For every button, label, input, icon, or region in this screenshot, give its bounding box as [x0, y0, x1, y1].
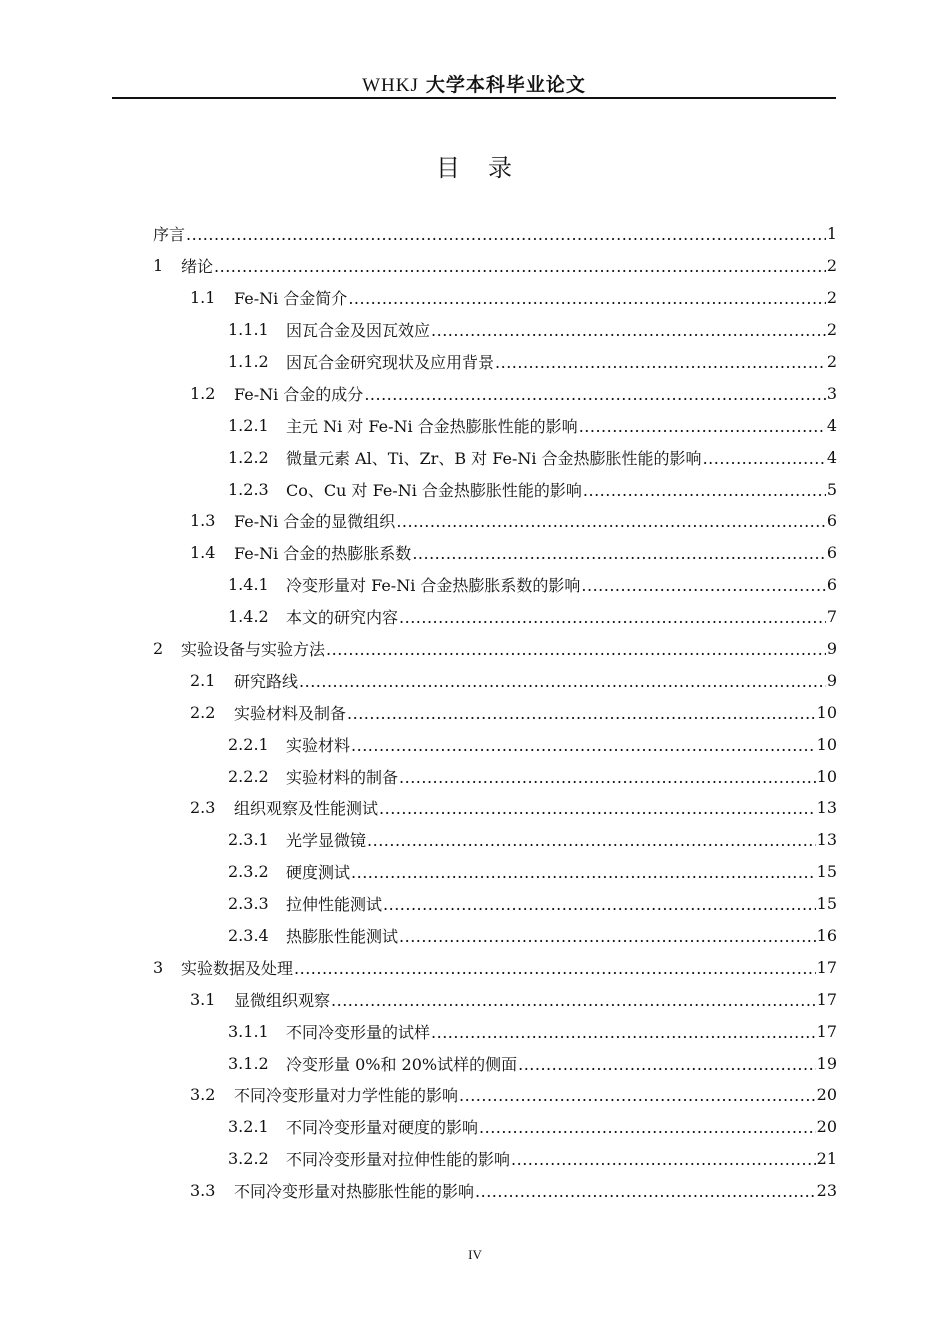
toc-entry-page: 13 — [816, 798, 837, 818]
toc-entry[interactable] — [150, 1079, 837, 1111]
toc-entry[interactable] — [150, 664, 837, 696]
toc-dot-leader — [518, 1055, 816, 1074]
toc-entry-number: 3.2.1 — [228, 1117, 269, 1137]
toc-entry-title: 冷变形量 0%和 20%试样的侧面 — [286, 1054, 518, 1074]
toc-dot-leader — [326, 640, 826, 659]
toc-entry-number: 3.2.2 — [228, 1149, 269, 1169]
toc-entry[interactable] — [150, 760, 837, 792]
toc-entry[interactable] — [150, 537, 837, 569]
toc-entry[interactable] — [150, 1175, 837, 1207]
toc-entry-title: Fe-Ni 合金简介 — [234, 289, 348, 309]
toc-entry-number: 2.3.1 — [228, 830, 269, 850]
toc-entry-page: 15 — [816, 862, 837, 882]
toc-entry-title: 显微组织观察 — [234, 990, 331, 1010]
toc-entry[interactable] — [150, 346, 837, 378]
toc-entry[interactable] — [150, 633, 837, 665]
toc-entry[interactable] — [150, 1143, 837, 1175]
toc-entry-page: 16 — [816, 926, 837, 946]
toc-entry[interactable] — [150, 250, 837, 282]
toc-entry[interactable] — [150, 920, 837, 952]
toc-dot-leader — [399, 768, 816, 787]
toc-entry-number: 2 — [153, 639, 164, 659]
toc-entry[interactable] — [150, 1047, 837, 1079]
toc-dot-leader — [364, 385, 826, 404]
toc-dot-leader — [583, 481, 826, 500]
toc-entry-title: 硬度测试 — [286, 863, 351, 883]
toc-entry-title: 光学显微镜 — [286, 831, 367, 851]
toc-dot-leader — [186, 225, 826, 244]
toc-entry-page: 10 — [816, 734, 837, 754]
toc-entry[interactable] — [150, 951, 837, 983]
toc-entry-title: 拉伸性能测试 — [286, 895, 383, 915]
toc-entry-page: 3 — [826, 383, 837, 403]
toc-entry-number: 3.1.1 — [228, 1021, 269, 1041]
toc-entry-page: 17 — [816, 989, 837, 1009]
toc-entry-title: 实验数据及处理 — [181, 958, 294, 978]
toc-dot-leader — [383, 895, 816, 914]
toc-entry-title: 不同冷变形量的试样 — [286, 1022, 431, 1042]
toc-entry-title: 实验材料 — [286, 735, 351, 755]
toc-entry-number: 1.2.1 — [228, 415, 269, 435]
toc-entry-page: 2 — [826, 288, 837, 308]
toc-dot-leader — [412, 544, 826, 563]
header-rule — [112, 97, 836, 99]
toc-entry[interactable] — [150, 601, 837, 633]
toc-entry-page: 6 — [826, 575, 837, 595]
toc-entry-title: 因瓦合金研究现状及应用背景 — [286, 353, 495, 372]
toc-dot-leader — [581, 576, 825, 595]
toc-dot-leader — [579, 417, 826, 436]
toc-dot-leader — [431, 321, 826, 340]
toc-entry-number: 2.2 — [190, 702, 216, 722]
toc-entry[interactable] — [150, 1111, 837, 1143]
toc-entry-number: 3 — [153, 957, 164, 977]
toc-entry-page: 4 — [826, 415, 837, 435]
toc-entry-page: 15 — [816, 894, 837, 914]
toc-dot-leader — [379, 799, 816, 818]
toc-dot-leader — [475, 1182, 816, 1201]
toc-dot-leader — [396, 512, 826, 531]
toc-dot-leader — [351, 736, 816, 755]
toc-entry-page: 10 — [816, 766, 837, 786]
toc-dot-leader — [399, 927, 816, 946]
toc-entry-page: 13 — [816, 830, 837, 850]
toc-entry-number: 2.3.2 — [228, 862, 269, 882]
toc-entry-page: 9 — [826, 670, 837, 690]
toc-entry-number: 1.1.2 — [228, 352, 269, 371]
toc-entry-number: 1.2 — [190, 383, 216, 403]
toc-entry-title: 不同冷变形量对硬度的影响 — [286, 1118, 479, 1138]
toc-entry-page: 9 — [826, 639, 837, 659]
toc-dot-leader — [703, 449, 826, 468]
toc-entry-page: 2 — [826, 352, 837, 371]
toc-entry-number: 2.2.1 — [228, 734, 269, 754]
toc-entry-page: 1 — [826, 224, 837, 244]
toc-dot-leader — [214, 257, 826, 276]
toc-entry-title: Co、Cu 对 Fe-Ni 合金热膨胀性能的影响 — [286, 480, 582, 500]
toc-entry-number: 3.1 — [190, 989, 216, 1009]
toc-entry-number: 1.1 — [190, 288, 216, 308]
toc-entry-page: 6 — [826, 511, 837, 531]
toc-entry-title: 实验材料的制备 — [286, 767, 399, 787]
toc-dot-leader — [399, 608, 826, 627]
toc-entry-number: 2.1 — [190, 670, 216, 690]
table-of-contents — [150, 218, 837, 1207]
toc-dot-leader — [367, 831, 816, 850]
toc-entry-title: 组织观察及性能测试 — [234, 799, 379, 819]
toc-entry[interactable] — [150, 314, 837, 346]
toc-entry-page: 21 — [816, 1149, 837, 1169]
toc-entry-number: 3.1.2 — [228, 1053, 269, 1073]
toc-dot-leader — [351, 863, 816, 882]
toc-entry-number: 1.4.2 — [228, 607, 269, 627]
toc-entry[interactable] — [150, 983, 837, 1015]
toc-entry-number: 1.2.2 — [228, 447, 269, 467]
toc-entry-page: 20 — [816, 1085, 837, 1105]
page-number: IV — [468, 1247, 482, 1262]
toc-entry-title: 实验材料及制备 — [234, 703, 347, 723]
toc-entry-number: 1.3 — [190, 511, 216, 531]
toc-entry-page: 2 — [826, 320, 837, 340]
toc-dot-leader — [431, 1023, 816, 1042]
toc-entry-title: 不同冷变形量对力学性能的影响 — [234, 1086, 459, 1106]
toc-entry-title: 热膨胀性能测试 — [286, 927, 399, 947]
toc-entry-page: 17 — [816, 1021, 837, 1041]
toc-entry-title: 冷变形量对 Fe-Ni 合金热膨胀系数的影响 — [286, 576, 581, 596]
toc-dot-leader — [299, 672, 826, 691]
toc-entry-page: 4 — [826, 447, 837, 467]
toc-entry-page: 6 — [826, 543, 837, 563]
toc-entry-title: 不同冷变形量对热膨胀性能的影响 — [234, 1182, 475, 1202]
header-university-code: WHKJ — [362, 75, 419, 96]
toc-entry[interactable] — [150, 282, 837, 314]
toc-entry[interactable] — [150, 1015, 837, 1047]
toc-entry-number: 1.4.1 — [228, 575, 269, 595]
toc-entry-title: 因瓦合金及因瓦效应 — [286, 321, 431, 341]
toc-entry[interactable] — [150, 505, 837, 537]
toc-entry-title: 本文的研究内容 — [286, 608, 399, 628]
toc-entry-number: 2.2.2 — [228, 766, 269, 786]
toc-dot-leader — [294, 959, 816, 978]
toc-entry[interactable] — [150, 569, 837, 601]
running-header — [112, 70, 836, 97]
toc-dot-leader — [495, 353, 826, 372]
toc-entry-number: 2.3.4 — [228, 926, 269, 946]
page-title: 目录 — [436, 154, 540, 182]
toc-entry[interactable] — [150, 824, 837, 856]
toc-entry-title: 微量元素 Al、Ti、Zr、B 对 Fe-Ni 合金热膨胀性能的影响 — [286, 448, 702, 468]
toc-entry[interactable] — [150, 409, 837, 441]
toc-entry-number: 3.3 — [190, 1181, 216, 1201]
toc-entry-title: Fe-Ni 合金的成分 — [234, 384, 364, 404]
toc-entry-number: 2.3.3 — [228, 894, 269, 914]
header-title: 大学本科毕业论文 — [425, 74, 586, 96]
toc-entry[interactable] — [150, 728, 837, 760]
toc-entry-number: 2.3 — [190, 798, 216, 818]
toc-entry-title: Fe-Ni 合金的热膨胀系数 — [234, 544, 412, 564]
toc-entry[interactable] — [150, 441, 837, 473]
toc-entry[interactable] — [150, 792, 837, 824]
toc-dot-leader — [459, 1086, 816, 1105]
toc-entry-number: 1.2.3 — [228, 479, 269, 499]
toc-entry-page: 2 — [826, 256, 837, 276]
toc-entry-page: 17 — [816, 957, 837, 977]
toc-dot-leader — [331, 991, 816, 1010]
toc-dot-leader — [347, 704, 816, 723]
toc-entry-title: 实验设备与实验方法 — [181, 640, 326, 660]
toc-entry[interactable] — [150, 888, 837, 920]
toc-entry-number: 1 — [153, 256, 164, 276]
toc-entry-number: 1.1.1 — [228, 320, 269, 340]
toc-entry-page: 10 — [816, 702, 837, 722]
toc-entry-page: 19 — [816, 1053, 837, 1073]
toc-entry-page: 7 — [826, 607, 837, 627]
toc-dot-leader — [479, 1118, 816, 1137]
toc-dot-leader — [348, 289, 826, 308]
toc-entry-page: 20 — [816, 1117, 837, 1137]
toc-entry-number: 3.2 — [190, 1085, 216, 1105]
toc-entry-title: 研究路线 — [234, 671, 299, 691]
toc-entry-number: 1.4 — [190, 543, 216, 563]
toc-entry-title: 绪论 — [181, 257, 214, 277]
toc-entry-title: 序言 — [153, 225, 186, 245]
toc-entry[interactable] — [150, 696, 837, 728]
toc-entry-page: 5 — [826, 479, 837, 499]
toc-entry-title: 主元 Ni 对 Fe-Ni 合金热膨胀性能的影响 — [286, 416, 578, 436]
toc-entry[interactable] — [150, 377, 837, 409]
toc-dot-leader — [511, 1150, 816, 1169]
toc-entry[interactable] — [150, 473, 837, 505]
toc-entry[interactable] — [150, 856, 837, 888]
toc-entry-page: 23 — [816, 1181, 837, 1201]
toc-entry-title: Fe-Ni 合金的显微组织 — [234, 512, 396, 532]
toc-entry-title: 不同冷变形量对拉伸性能的影响 — [286, 1150, 511, 1170]
toc-entry[interactable] — [150, 218, 837, 250]
